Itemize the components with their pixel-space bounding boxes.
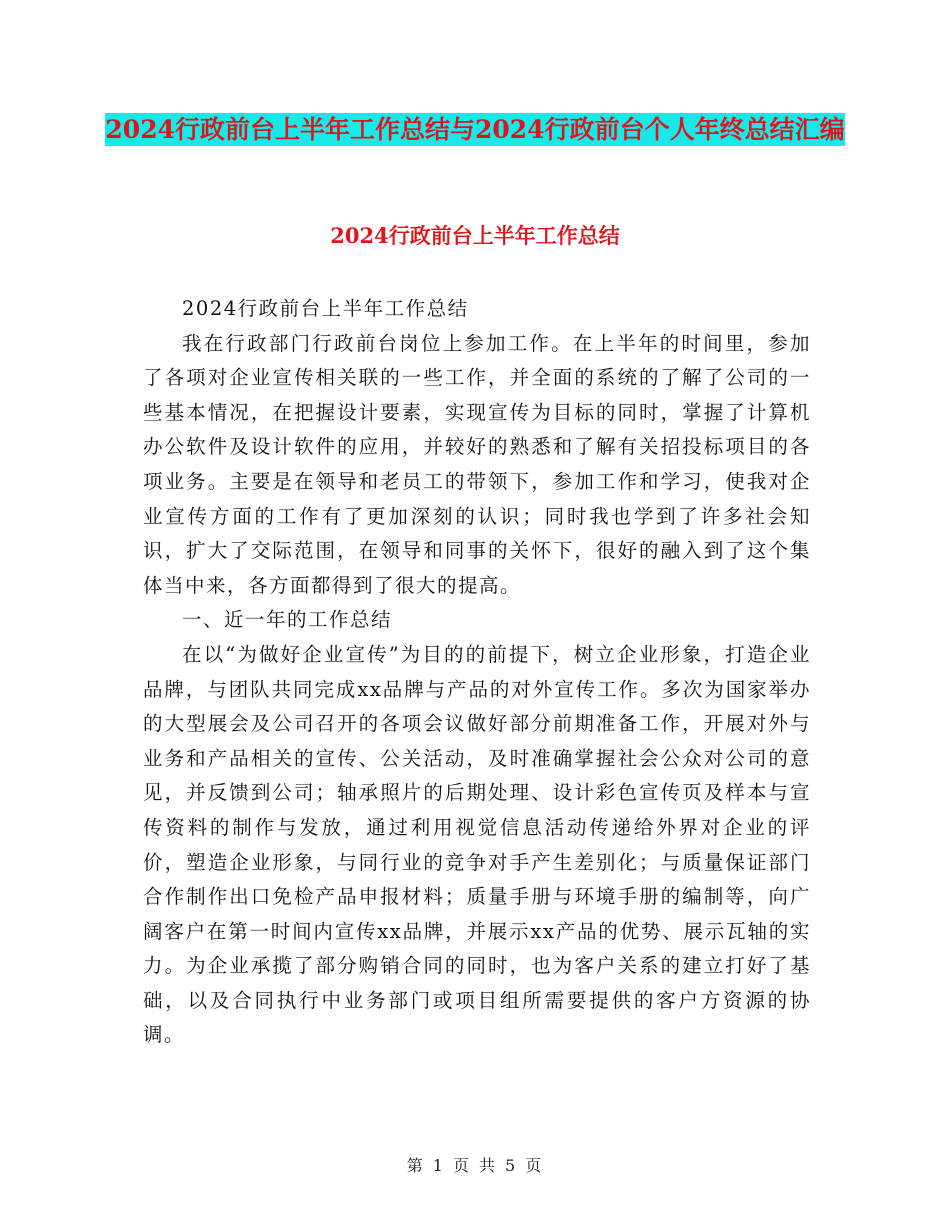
main-title-highlight: 2024行政前台上半年工作总结与2024行政前台个人年终总结汇编 [105,115,845,144]
footer-total-pages: 5 [505,1156,518,1175]
footer-page-suffix: 页 [525,1156,544,1175]
body-paragraph-work-summary: 在以“为做好企业宣传”为目的的前提下，树立企业形象，打造企业品牌，与团队共同完成xx品牌与产品的对外宣传工作。多次为国家举办的大型展会及公司召开的各项会议做好部分前期准备工作，开展对外与业务和产品相关的宣传、公关活动，及时准确掌握社会公众对公司的意见，并反馈到公司；轴承照片的后期处理、设计彩色宣传页及样本与宣传资料的制作与发放，通过利用视觉信息活动传递给外界对企业的评价，塑造企业形象，与同行业的竞争对手产生差别化；与质量保证部门合作制作出口免检产品申报材料；质量手册与环境手册的编制等，向广阔客户在第一时间内宣传xx品牌，并展示xx产品的优势、展示瓦轴的实力。为企业承揽了部分购销合同的同时，也为客户关系的建立打好了基础，以及合同执行中业务部门或项目组所需要提供的客户方资源的协调。 [143,642,811,1047]
body-heading-section-one: 一、近一年的工作总结 [182,608,393,632]
body-paragraph-subtitle: 2024行政前台上半年工作总结 [182,297,469,320]
footer-page-mid: 页 [452,1156,471,1175]
footer-current-page: 1 [432,1156,445,1175]
body-paragraph-intro: 我在行政部门行政前台岗位上参加工作。在上半年的时间里，参加了各项对企业宣传相关联的一些工作，并全面的系统的了解了公司的一些基本情况，在把握设计要素，实现宣传为目标的同时，掌握了计算机办公软件及设计软件的应用，并较好的熟悉和了解有关招投标项目的各项业务。主要是在领导和老员工的带领下，参加工作和学习，使我对企业宣传方面的工作有了更加深刻的认识；同时我也学到了许多社会知识，扩大了交际范围，在领导和同事的关怀下，很好的融入到了这个集体当中来，各方面都得到了很大的提高。 [143,331,811,597]
document-body [143,292,811,1053]
document-main-title [105,108,845,152]
document-title-block [0,108,950,152]
footer-page-prefix: 第 [406,1156,425,1175]
footer-total-prefix: 共 [479,1156,498,1175]
section-title: 2024行政前台上半年工作总结 [330,223,620,248]
page-footer [0,1153,950,1176]
